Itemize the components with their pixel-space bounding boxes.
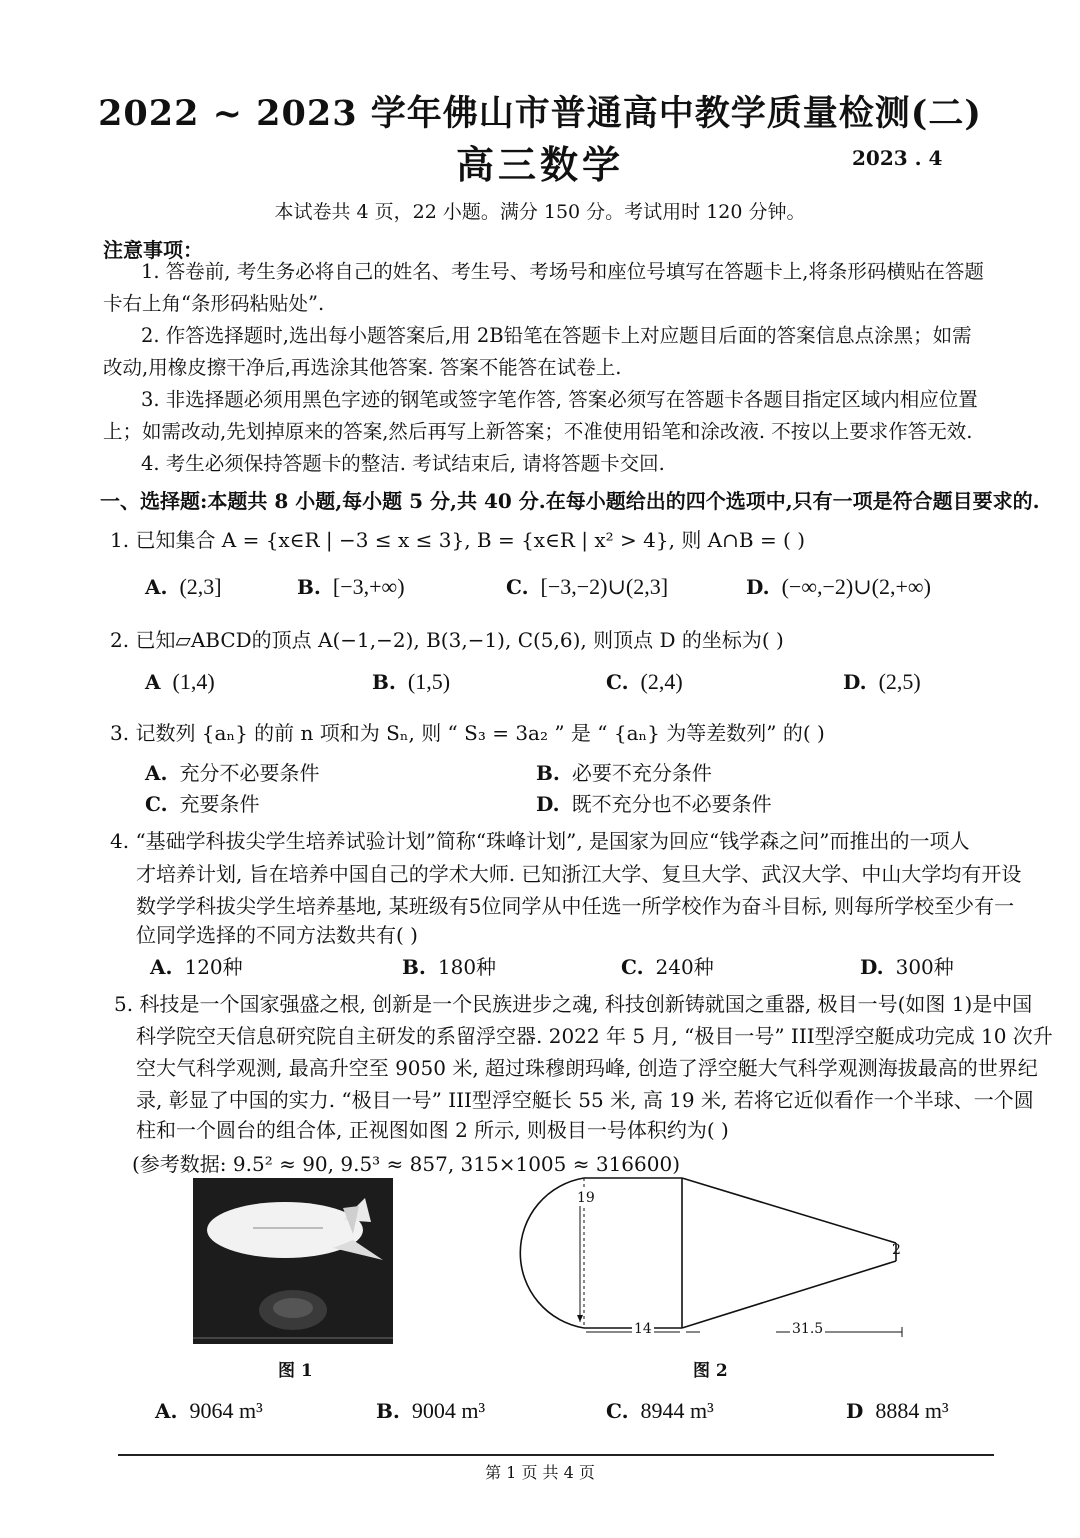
q1-option-d <box>746 574 931 600</box>
option-label: C. <box>506 575 529 599</box>
question-5-line-5: 柱和一个圆台的组合体, 正视图如图 2 所示, 则极目一号体积约为( ) <box>136 1118 729 1142</box>
question-5-line-3: 空大气科学观测, 最高升空至 9050 米, 超过珠穆朗玛峰, 创造了浮空艇大气科学观测海拔最高的世界纪 <box>136 1056 1038 1080</box>
option-label: D. <box>860 955 884 979</box>
dim-height-label: 19 <box>577 1190 595 1206</box>
option-text: 240种 <box>655 955 714 979</box>
option-text: (1,5) <box>407 669 451 694</box>
q1-option-c <box>506 574 668 600</box>
notice-item-3: 3. 非选择题必须用黑色字迹的钢笔或签字笔作答, 答案必须写在答题卡各题目指定区域内相应位置上；如需改动,先划掉原来的答案,然后再写上新答案；不准使用铅笔和涂改液. 不按以上要求作答无效. <box>103 388 978 443</box>
q5-option-c <box>606 1398 714 1424</box>
option-text: 300种 <box>895 955 954 979</box>
option-label: A. <box>145 575 168 599</box>
option-label: C. <box>145 792 168 816</box>
q4-option-b <box>402 951 496 980</box>
figure-1-airship-photo <box>193 1178 393 1344</box>
option-label: A. <box>145 761 168 785</box>
figure-1-caption: 图 1 <box>278 1361 313 1381</box>
option-label: C. <box>621 955 644 979</box>
question-5-line-2: 科学院空天信息研究院自主研发的系留浮空器. 2022 年 5 月, “极目一号” III型浮空艇成功完成 10 次升 <box>136 1024 1053 1048</box>
dim-cylinder-label: 14 <box>634 1321 652 1337</box>
question-4-line-4: 位同学选择的不同方法数共有( ) <box>136 923 418 947</box>
dim-cone-label: 31.5 <box>792 1321 824 1337</box>
q2-option-d <box>843 669 921 695</box>
option-text: (−∞,−2)∪(2,+∞) <box>781 574 931 599</box>
option-text: [−3,−2)∪(2,3] <box>540 574 669 599</box>
question-3-stem: 3. 记数列 {aₙ} 的前 n 项和为 Sₙ, 则 “ S₃ = 3a₂ ” 是 “ {aₙ} 为等差数列” 的( ) <box>110 721 825 745</box>
option-label: D <box>846 1399 864 1423</box>
question-5-line-4: 录, 彰显了中国的实力. “极目一号” III型浮空艇长 55 米, 高 19 米, 若将它近似看作一个半球、一个圆 <box>136 1088 1034 1112</box>
option-text: 180种 <box>437 955 497 979</box>
question-4-line-3: 数学学科拔尖学生培养基地, 某班级有5位同学从中任选一所学校作为奋斗目标, 则每所学校至少有一 <box>136 894 1015 918</box>
option-text: 8884 m³ <box>875 1398 949 1423</box>
question-4-line-2: 才培养计划, 旨在培养中国自己的学术大师. 已知浙江大学、复旦大学、武汉大学、中山大学均有开设 <box>136 862 1022 886</box>
q1-option-b <box>297 574 405 600</box>
q2-option-b <box>372 669 450 695</box>
exam-subject: 高三数学 <box>455 142 624 187</box>
option-text: (2,5) <box>878 669 921 694</box>
option-label: D. <box>536 792 560 816</box>
q5-option-a <box>155 1398 263 1424</box>
option-text: 9064 m³ <box>189 1398 263 1423</box>
q4-option-c <box>621 951 714 980</box>
option-text: (2,3] <box>179 574 222 599</box>
q2-option-a <box>145 669 215 695</box>
option-text: 既不充分也不必要条件 <box>571 792 772 816</box>
section-heading: 一、选择题:本题共 8 小题,每小题 5 分,共 40 分.在每小题给出的四个选项中,只有一项是符合题目要求的. <box>100 489 1040 513</box>
q1-option-a <box>145 574 222 600</box>
option-text: 充要条件 <box>179 792 260 816</box>
exam-info: 本试卷共 4 页，22 小题。满分 150 分。考试用时 120 分钟。 <box>274 201 806 223</box>
notice-item-2: 2. 作答选择题时,选出每小题答案后,用 2B铅笔在答题卡上对应题目后面的答案信息点涂黑；如需改动,用橡皮擦干净后,再选涂其他答案. 答案不能答在试卷上. <box>103 324 972 379</box>
exam-date: 2023 . 4 <box>852 146 943 170</box>
option-label: C. <box>606 1399 629 1423</box>
notice-item-1: 1. 答卷前, 考生务必将自己的姓名、考生号、考场号和座位号填写在答题卡上,将条形码横贴在答题卡右上角“条形码粘贴处”. <box>103 260 984 315</box>
question-2-stem: 2. 已知▱ABCD的顶点 A(−1,−2), B(3,−1), C(5,6), 则顶点 D 的坐标为( ) <box>110 628 784 652</box>
option-text: 必要不充分条件 <box>571 761 712 785</box>
figure-2-front-view <box>500 1172 920 1342</box>
option-label: D. <box>746 575 770 599</box>
option-label: C. <box>606 670 629 694</box>
q5-option-b <box>376 1398 485 1424</box>
option-label: B. <box>376 1399 400 1423</box>
option-label: A. <box>150 955 173 979</box>
option-label: A <box>145 670 161 694</box>
exam-title: 2022 ~ 2023 学年佛山市普通高中教学质量检测(二) <box>98 93 982 134</box>
notice-item-4: 4. 考生必须保持答题卡的整洁. 考试结束后, 请将答题卡交回. <box>141 452 665 475</box>
option-text: 8944 m³ <box>640 1398 714 1423</box>
question-1-stem: 1. 已知集合 A = {x∈R | −3 ≤ x ≤ 3}, B = {x∈R | x² > 4}, 则 A∩B = ( ) <box>110 528 806 552</box>
notice-heading: 注意事项： <box>103 238 203 262</box>
q3-option-a <box>145 757 319 786</box>
q3-option-b <box>536 757 712 786</box>
footer-divider <box>118 1454 994 1456</box>
figure-2-caption: 图 2 <box>693 1361 728 1381</box>
q3-option-c <box>145 788 260 817</box>
q4-option-a <box>150 951 243 980</box>
q5-option-d <box>846 1398 949 1424</box>
option-label: B. <box>297 575 321 599</box>
airship-icon <box>193 1178 393 1344</box>
option-text: 9004 m³ <box>411 1398 486 1423</box>
q2-option-c <box>606 669 683 695</box>
page-number: 第 1 页 共 4 页 <box>485 1463 595 1482</box>
option-label: B. <box>536 761 560 785</box>
option-text: 120种 <box>184 955 243 979</box>
dim-tip-label: 2 <box>892 1242 901 1258</box>
question-4-line-1: 4. “基础学科拔尖学生培养试验计划”简称“珠峰计划”, 是国家为回应“钱学森之问”而推出的一项人 <box>110 829 970 853</box>
q3-option-d <box>536 788 772 817</box>
question-5-reference-data: (参考数据: 9.5² ≈ 90, 9.5³ ≈ 857, 315×1005 ≈ 316600) <box>132 1152 680 1176</box>
option-label: D. <box>843 670 867 694</box>
option-text: (2,4) <box>640 669 683 694</box>
option-label: B. <box>372 670 396 694</box>
option-text: 充分不必要条件 <box>179 761 320 785</box>
option-label: B. <box>402 955 426 979</box>
question-5-line-1: 5. 科技是一个国家强盛之根, 创新是一个民族进步之魂, 科技创新铸就国之重器, 极目一号(如图 1)是中国 <box>114 992 1033 1016</box>
q4-option-d <box>860 951 954 980</box>
option-text: [−3,+∞) <box>332 574 405 599</box>
option-label: A. <box>155 1399 178 1423</box>
option-text: (1,4) <box>172 669 215 694</box>
